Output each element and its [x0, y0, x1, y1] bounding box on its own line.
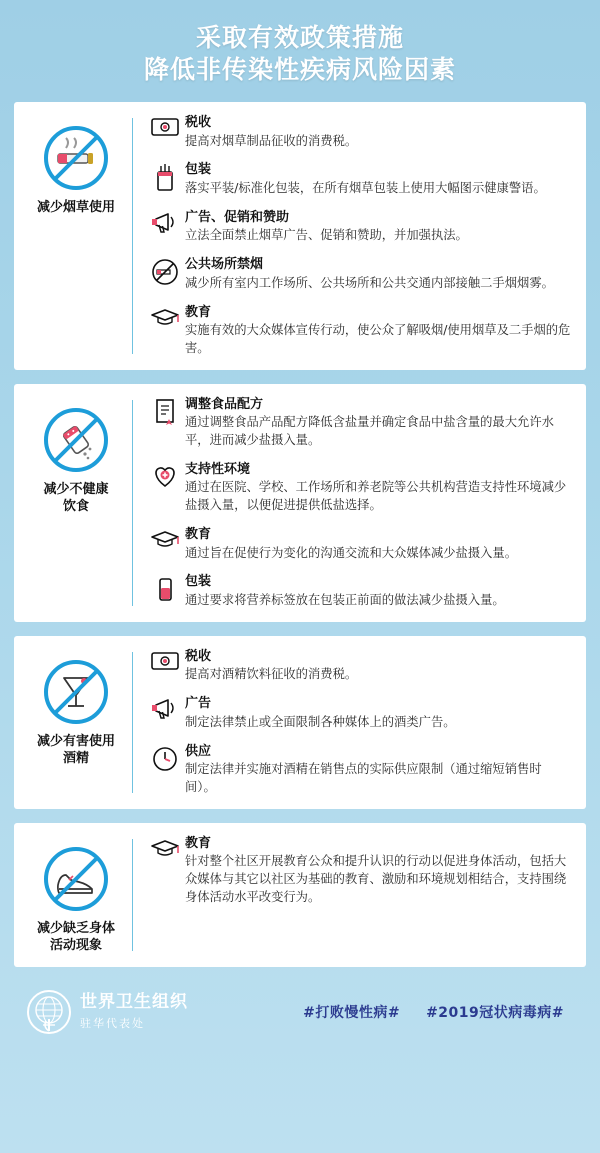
item-title: 教育	[185, 304, 212, 320]
item-desc: 落实平装/标准化包装，在所有烟草包装上使用大幅图示健康警语。	[185, 180, 546, 195]
section-card-tobacco	[14, 102, 586, 370]
page-header	[14, 0, 586, 102]
item-title: 广告、促销和赞助	[185, 209, 290, 225]
item-desc: 提高对酒精饮料征收的消费税。	[185, 667, 358, 682]
who-logo-icon	[26, 989, 72, 1035]
no-smoking-public-icon	[145, 256, 185, 291]
item-desc: 通过调整食品产品配方降低含盐量并确定食品中盐含量的最大允许水平，进而减少盐摄入量。	[185, 415, 554, 448]
list-item	[145, 695, 572, 731]
item-title: 税收	[185, 115, 212, 130]
list-item	[145, 114, 572, 150]
page-footer	[14, 981, 586, 1049]
org-name: 世界卫生组织	[80, 991, 188, 1012]
cigarette-pack-icon	[145, 161, 185, 196]
list-item	[145, 256, 572, 292]
list-item	[145, 209, 572, 245]
graduation-cap-icon	[145, 526, 185, 561]
item-title: 支持性环境	[185, 461, 251, 477]
measure-list-tobacco	[145, 114, 576, 358]
item-desc: 减少所有室内工作场所、公共场所和公共交通内部接触二手烟烟雾。	[185, 275, 554, 290]
card-divider	[132, 839, 133, 951]
heart-plus-icon	[145, 461, 185, 496]
category-label-line2: 活动现象	[49, 937, 102, 953]
org-sub: 驻华代表处	[80, 1017, 145, 1031]
section-card-activity	[14, 823, 586, 967]
item-title: 包装	[185, 574, 212, 590]
item-desc: 通过在医院、学校、工作场所和养老院等公共机构营造支持性环境减少盐摄入量，以便促进提供低盐选择。	[185, 480, 567, 513]
category-label-diet	[43, 482, 108, 516]
category-diet	[20, 396, 132, 610]
category-activity	[20, 835, 132, 955]
list-item	[145, 573, 572, 609]
measure-list-alcohol	[145, 648, 576, 797]
category-label-alcohol	[37, 734, 115, 768]
card-divider	[132, 652, 133, 793]
list-item	[145, 526, 572, 562]
package-label-icon	[145, 573, 185, 608]
category-label-line2: 饮食	[62, 498, 89, 514]
item-desc: 提高对烟草制品征收的消费税。	[185, 133, 358, 148]
measure-list-activity	[145, 835, 576, 955]
category-label-line1: 减少有害使用	[36, 733, 115, 749]
item-desc: 制定法律禁止或全面限制各种媒体上的酒类广告。	[185, 714, 456, 729]
item-desc: 实施有效的大众媒体宣传行动，使公众了解吸烟/使用烟草及二手烟的危害。	[185, 323, 571, 355]
item-desc: 立法全面禁止烟草广告、促销和赞助，并加强执法。	[185, 228, 468, 243]
category-alcohol	[20, 648, 132, 797]
item-desc: 针对整个社区开展教育公众和提升认识的行动以促进身体活动，包括大众媒体与其它以社区为基础的教育、激励和环境规划相结合，支持围绕身体活动水平改变行为。	[185, 854, 567, 905]
item-title: 教育	[185, 527, 212, 543]
item-desc: 通过旨在促使行为变化的沟通交流和大众媒体减少盐摄入量。	[185, 545, 518, 560]
graduation-cap-icon	[145, 835, 185, 870]
category-label-activity	[37, 921, 115, 955]
list-item	[145, 396, 572, 450]
list-item	[145, 304, 572, 358]
card-divider	[132, 118, 133, 354]
page-title-line1: 采取有效政策措施	[195, 23, 404, 52]
item-desc: 通过要求将营养标签放在包装正前面的做法减少盐摄入量。	[185, 593, 505, 608]
graduation-cap-icon	[145, 304, 185, 339]
item-title: 包装	[185, 162, 212, 178]
who-text	[80, 992, 188, 1031]
item-desc: 制定法律并实施对酒精在销售点的实际供应限制（通过缩短销售时间）。	[185, 762, 542, 794]
item-title: 供应	[185, 743, 212, 759]
list-item	[145, 835, 572, 907]
item-title: 教育	[185, 835, 212, 851]
hashtag-ncd: #打败慢性病#	[303, 1004, 401, 1021]
money-icon	[145, 114, 185, 149]
category-label-tobacco: 减少烟草使用	[36, 200, 115, 215]
list-item	[145, 161, 572, 197]
no-smoking-icon	[38, 120, 114, 196]
item-title: 广告	[185, 696, 212, 712]
section-card-alcohol	[14, 636, 586, 809]
item-title: 公共场所禁烟	[185, 257, 264, 273]
category-label-line1: 减少缺乏身体	[36, 920, 115, 936]
hashtag-covid: #2019冠状病毒病#	[426, 1004, 564, 1021]
salt-shaker-icon	[38, 402, 114, 478]
no-alcohol-icon	[38, 654, 114, 730]
section-card-diet	[14, 384, 586, 622]
megaphone-icon	[145, 695, 185, 730]
running-shoe-icon	[38, 841, 114, 917]
document-icon	[145, 396, 185, 431]
page-title-line2: 降低非传染性疾病风险因素	[143, 55, 456, 84]
measure-list-diet	[145, 396, 576, 610]
list-item	[145, 461, 572, 515]
list-item	[145, 743, 572, 797]
card-divider	[132, 400, 133, 606]
category-label-line1: 减少不健康	[43, 481, 109, 497]
category-label-line2: 酒精	[62, 750, 89, 766]
item-title: 税收	[185, 648, 212, 664]
money-icon	[145, 648, 185, 683]
who-branding	[26, 989, 188, 1035]
clock-icon	[145, 743, 185, 778]
category-tobacco	[20, 114, 132, 358]
list-item	[145, 648, 572, 684]
megaphone-icon	[145, 209, 185, 244]
hashtag-group	[303, 1002, 574, 1022]
item-title: 调整食品配方	[185, 396, 264, 412]
